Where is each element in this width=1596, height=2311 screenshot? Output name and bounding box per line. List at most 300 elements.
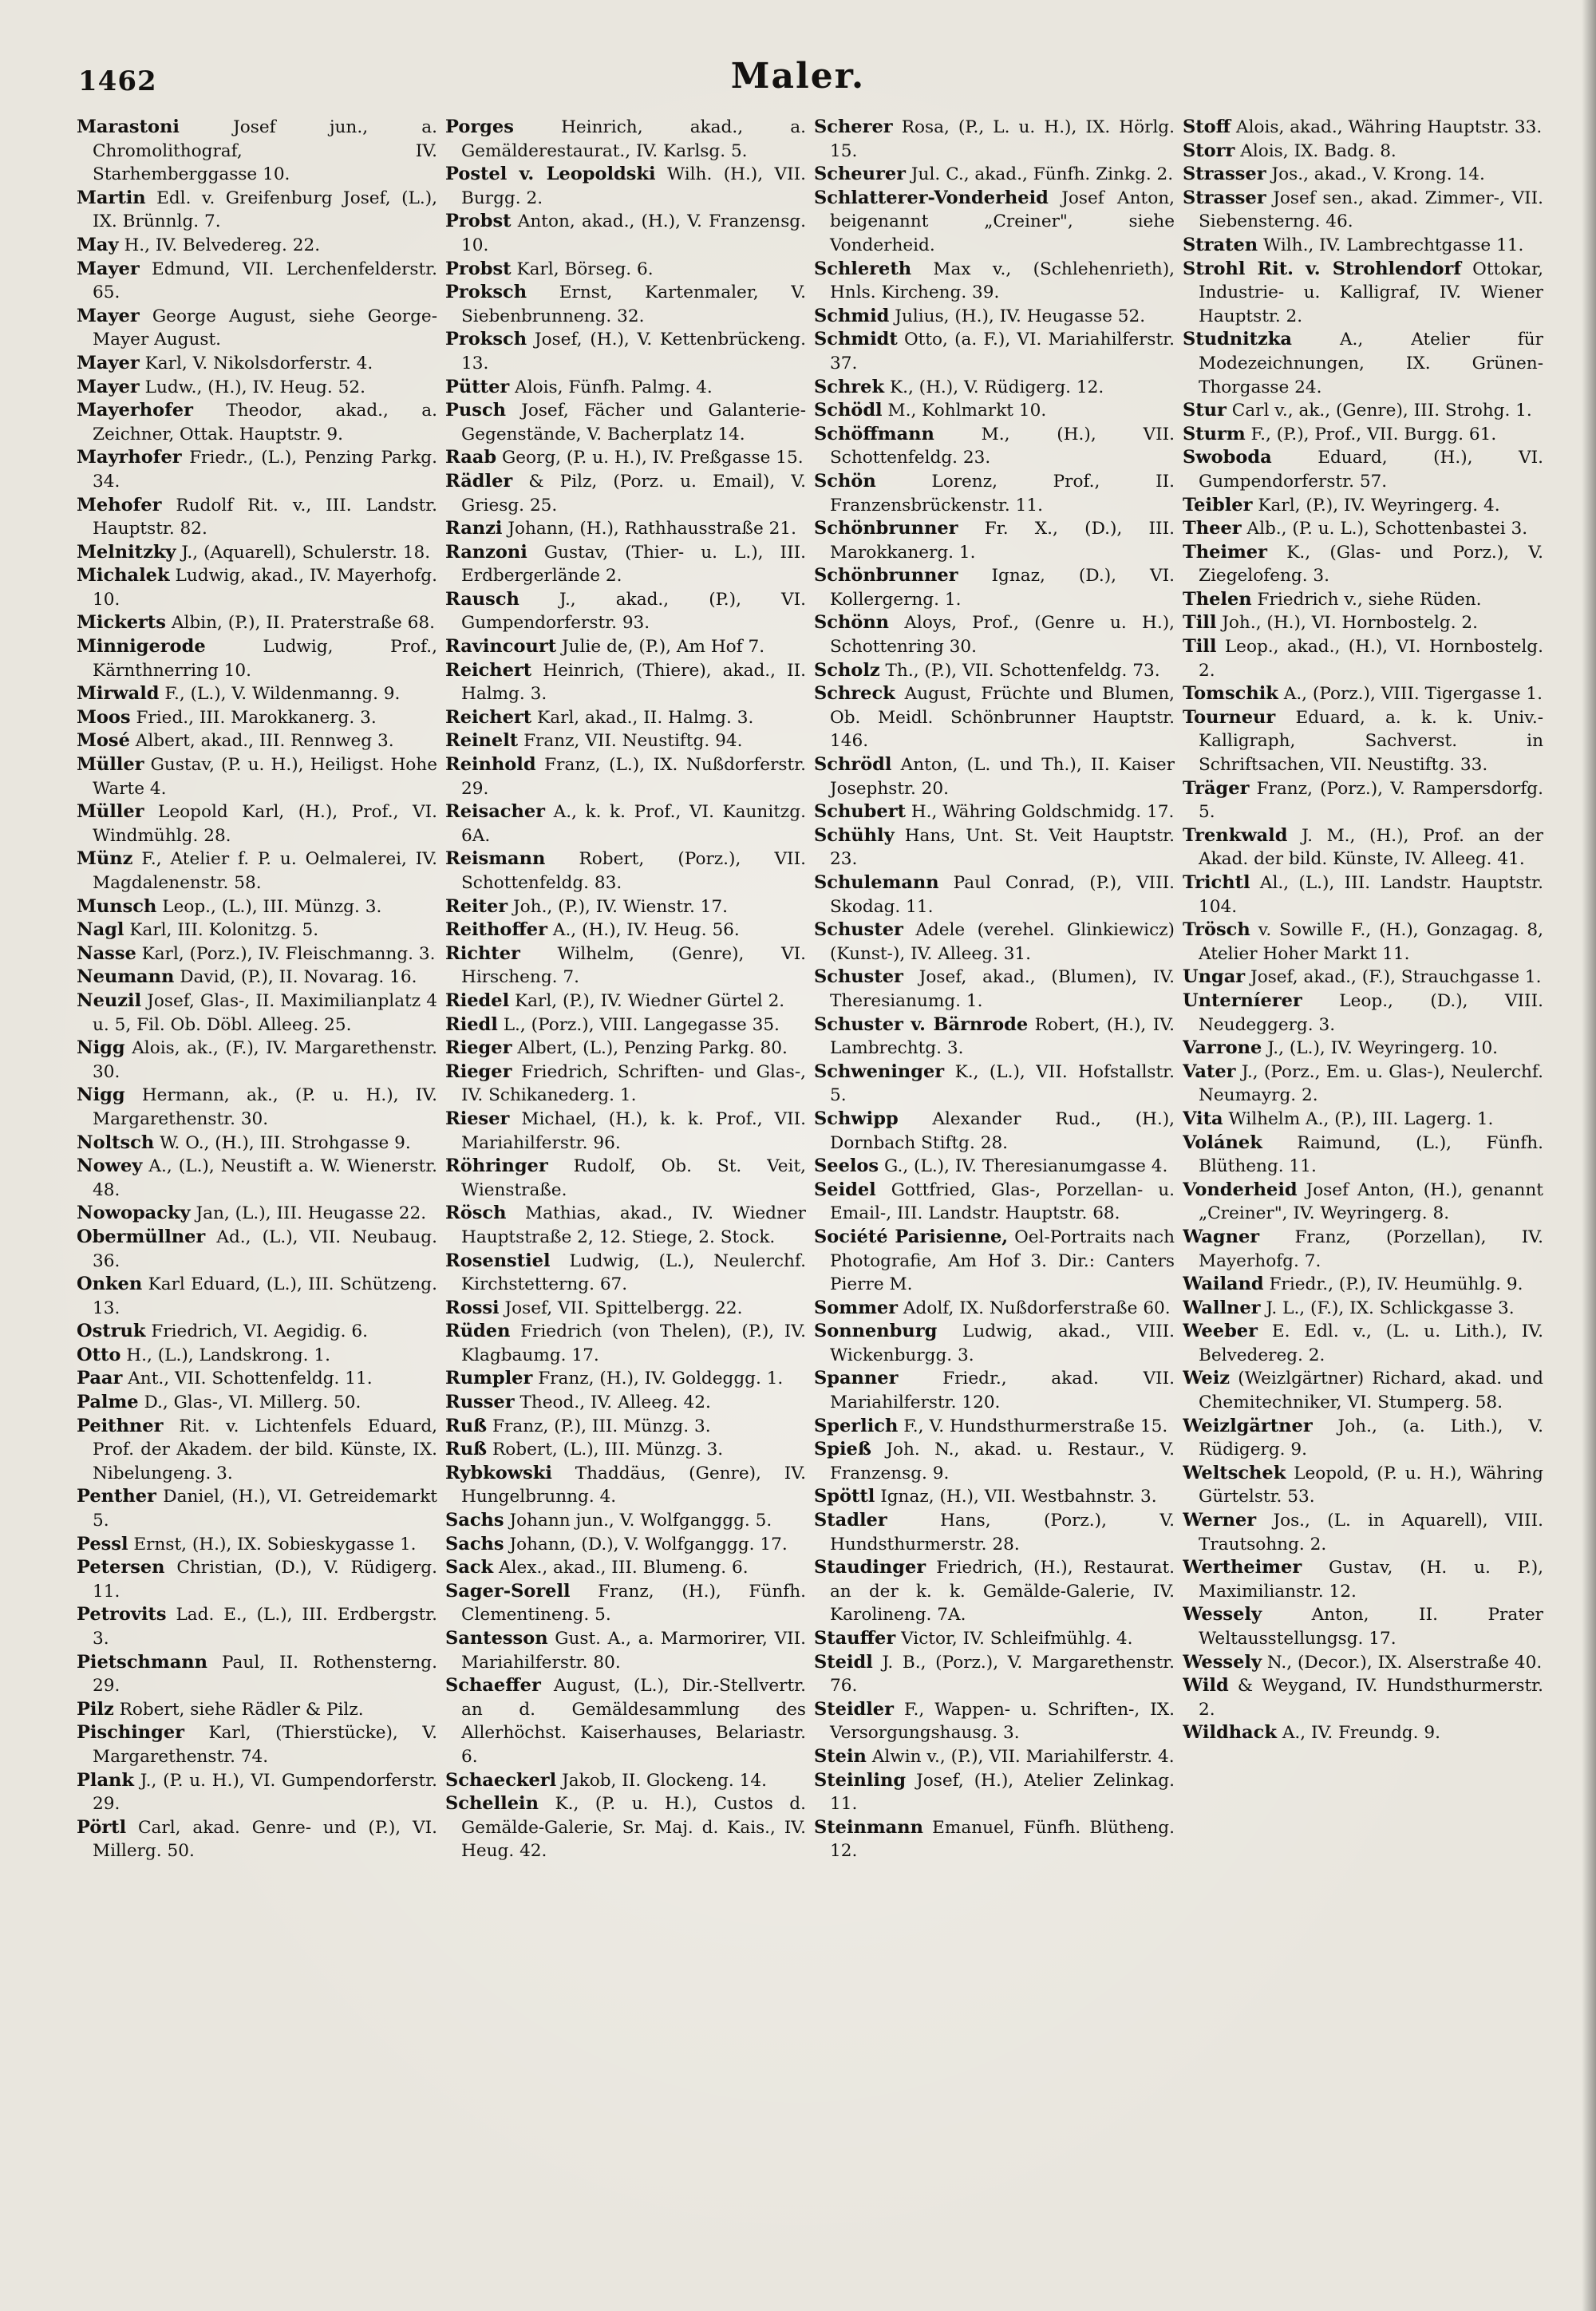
entry-details: Karl, III. Kolonitzg. 5. [129,920,319,941]
entry-details: A., IV. Freundg. 9. [1282,1723,1440,1744]
directory-entry [445,1627,806,1674]
directory-entry [445,1674,806,1768]
entry-details: J., (P. u. H.), VI. Gumpendorferstr. 29. [93,1770,437,1815]
entry-details: Rudolf, Ob. St. Veit, Wienstraße. [461,1156,806,1200]
entry-name: Proksch [445,282,527,303]
entry-name: Weeber [1183,1321,1258,1342]
entry-name: Wertheimer [1183,1557,1302,1578]
entry-name: Wallner [1183,1297,1261,1318]
directory-entry [1183,1061,1543,1108]
directory-entry [1183,1367,1543,1414]
entry-details: Josef, akad., (F.), Strauchgasse 1. [1250,967,1542,988]
entry-name: Schönbrunner [814,565,958,587]
entry-details: Lorenz, Prof., II. Franzensbrückenstr. 11. [830,471,1175,516]
entry-name: Riedel [445,990,510,1011]
directory-entry [814,1769,1175,1816]
entry-details: G., (L.), IV. Theresianumgasse 4. [883,1156,1168,1177]
directory-entry [77,305,437,352]
directory-entry [1183,635,1543,682]
entry-details: Edl. v. Greifenburg Josef, (L.), IX. Brünnlg. 7. [93,188,437,232]
entry-details: Ottokar, Industrie- u. Kalligraf, IV. Wiener Hauptstr. 2. [1199,259,1543,326]
entry-details: Gust. A., a. Marmorirer, VII. Mariahilferstr. 80. [461,1629,806,1673]
entry-name: Reiter [445,895,508,917]
entry-details: Lad. E., (L.), III. Erdbergstr. 3. [93,1605,437,1649]
directory-entry [814,1745,1175,1769]
directory-entry [77,187,437,234]
entry-name: Stur [1183,400,1227,421]
entry-name: Sachs [445,1533,504,1554]
directory-entry [77,376,437,400]
entry-name: Pusch [445,400,507,421]
entry-details: Albin, (P.), II. Praterstraße 68. [171,613,435,634]
directory-entry [445,399,806,446]
column-3 [814,116,1175,2270]
entry-details: Jos., akad., V. Krong. 14. [1271,164,1485,185]
entry-details: Al., (L.), III. Landstr. Hauptstr. 104. [1199,873,1543,917]
entry-name: Petersen [77,1557,165,1578]
directory-entry [1183,1462,1543,1509]
entry-details: Paul Conrad, (P.), VIII. Skodag. 11. [830,873,1175,917]
directory-entry [814,116,1175,163]
entry-details: Alois, Fünfh. Palmg. 4. [515,377,713,397]
directory-entry [445,1155,806,1202]
directory-entry [1183,1037,1543,1061]
entry-details: Anton, (L. und Th.), II. Kaiser Josephstr. 20. [830,755,1175,799]
entry-details: Ernst, Kartenmaler, V. Siebenbrunneng. 32. [461,282,806,326]
entry-name: Mehofer [77,494,162,516]
entry-details: Hans, (Porz.), V. Hundsthurmerstr. 28. [830,1511,1175,1554]
entry-name: Schwipp [814,1108,899,1129]
entry-name: Reithoffer [445,919,547,941]
entry-details: Karl, (P.), IV. Wiedner Gürtel 2. [515,990,785,1011]
entry-name: Röhringer [445,1156,548,1177]
directory-entry [77,1132,437,1156]
directory-entry [814,1556,1175,1627]
entry-details: J., (Porz., Em. u. Glas-), Neulerchf. Neumayrg. 2. [1199,1061,1543,1106]
entry-details: Joh., (a. Lith.), V. Rüdigerg. 9. [1199,1416,1543,1460]
entry-name: Probst [445,211,512,232]
entry-details: Jos., (L. in Aquarell), VIII. Trautsohng. 2. [1199,1511,1543,1554]
column-4 [1183,116,1543,2270]
entry-name: Onken [77,1274,143,1295]
entry-name: Vater [1183,1061,1236,1082]
entry-details: Gustav, (Thier- u. L.), III. Erdbergerlände 2. [461,542,806,587]
entry-details: A., (L.), Neustift a. W. Wienerstr. 48. [93,1156,437,1200]
entry-details: Georg, (P. u. H.), IV. Preßgasse 15. [501,448,804,468]
directory-entry [445,1462,806,1509]
entry-name: Rädler [445,470,513,492]
entry-name: Sonnenburg [814,1321,938,1342]
entry-name: May [77,234,119,255]
directory-entry [445,1792,806,1863]
directory-entry [1183,1674,1543,1721]
entry-name: Seidel [814,1179,876,1200]
directory-entry [1183,1108,1543,1132]
entry-details: Ant., VII. Schottenfeldg. 11. [128,1369,373,1389]
entry-name: Reichert [445,659,532,681]
entry-name: Noltsch [77,1132,155,1153]
directory-columns [77,116,1543,2270]
entry-name: Stadler [814,1510,887,1531]
entry-name: Schrödl [814,754,892,776]
entry-name: Ranzoni [445,541,527,563]
entry-details: F., Atelier f. P. u. Oelmalerei, IV. Magdalenenstr. 58. [93,849,437,893]
entry-details: D., Glas-, VI. Millerg. 50. [144,1393,361,1413]
entry-name: Vonderheid [1183,1179,1298,1200]
entry-details: Robert, siehe Rädler & Pilz. [119,1699,364,1720]
directory-entry [445,446,806,470]
entry-name: Rieger [445,1061,512,1082]
entry-details: F., (L.), V. Wildenmanng. 9. [164,684,401,705]
entry-details: Robert, (H.), IV. Lambrechtg. 3. [830,1014,1175,1059]
entry-name: Mayer [77,258,140,279]
entry-name: Weiz [1183,1368,1231,1389]
entry-details: Hermann, ak., (P. u. H.), IV. Margarethenstr. 30. [93,1085,437,1129]
entry-details: Albert, akad., III. Rennweg 3. [135,731,394,752]
entry-name: Schmidt [814,329,898,350]
running-head: Maler. [730,56,866,97]
entry-details: Friedr., akad. VII. Mariahilferstr. 120. [830,1369,1175,1413]
directory-entry [445,635,806,659]
directory-entry [77,1037,437,1084]
entry-name: Müller [77,801,144,823]
directory-entry [814,517,1175,564]
directory-entry [445,1580,806,1627]
entry-details: Karl Eduard, (L.), III. Schützeng. 13. [93,1274,437,1318]
entry-details: Emanuel, Fünfh. Blütheng. 12. [830,1817,1175,1862]
directory-entry [1183,777,1543,824]
entry-details: Th., (P.), VII. Schottenfeldg. 73. [885,660,1160,681]
entry-name: Pütter [445,376,510,397]
entry-details: Joh., (P.), IV. Wienstr. 17. [513,896,729,917]
entry-details: Aloys, Prof., (Genre u. H.), Schottenring 30. [830,613,1175,658]
directory-entry [77,895,437,919]
entry-details: Rosa, (P., L. u. H.), IX. Hörlg. 15. [830,117,1175,161]
entry-name: Melnitzky [77,541,176,563]
entry-details: Josef Anton, beigenannt „Creiner", siehe Vonderheid. [830,188,1175,255]
directory-entry [1183,611,1543,635]
entry-details: Josef jun., a. Chromolithograf, IV. Starhemberggasse 10. [93,117,437,185]
entry-name: Santesson [445,1628,548,1649]
column-1 [77,116,437,2270]
entry-details: Karl, V. Nikolsdorferstr. 4. [144,353,373,373]
directory-entry [1183,1651,1543,1675]
entry-name: Ravincourt [445,636,557,658]
entry-name: Société Parisienne, [814,1226,1009,1247]
entry-name: Münz [77,848,133,870]
directory-entry [1183,399,1543,423]
entry-details: Thaddäus, (Genre), IV. Hungelbrunng. 4. [461,1463,806,1507]
entry-name: Strasser [1183,187,1266,208]
entry-details: K., (L.), VII. Hofstallstr. 5. [830,1061,1175,1106]
entry-details: Anton, II. Prater Weltausstellungsg. 17. [1199,1605,1543,1649]
entry-details: Heinrich, akad., a. Gemälderestaurat., IV. Karlsg. 5. [461,117,806,161]
entry-details: Adolf, IX. Nußdorferstraße 60. [903,1298,1171,1318]
entry-details: Rudolf Rit. v., III. Landstr. Hauptstr. 82. [93,495,437,539]
directory-entry [814,1415,1175,1439]
entry-details: Alois, IX. Badg. 8. [1240,140,1396,161]
directory-entry [445,1769,806,1793]
entry-name: Tourneur [1183,706,1276,728]
entry-name: Schweninger [814,1061,945,1082]
entry-details: H., IV. Belvedereg. 22. [124,235,321,255]
entry-name: Straten [1183,234,1258,255]
entry-details: & Weygand, IV. Hundsthurmerstr. 2. [1199,1676,1543,1720]
entry-details: Leopold Karl, (H.), Prof., VI. Windmühlg. 28. [93,802,437,846]
directory-entry [814,1179,1175,1226]
entry-details: Alois, ak., (F.), IV. Margarethenstr. 30. [93,1038,437,1082]
entry-name: Schreck [814,683,895,705]
entry-details: A., Atelier für Modezeichnungen, IX. Grünen-Thorgasse 24. [1199,330,1543,397]
directory-entry [445,1013,806,1037]
entry-details: Gustav, (H. u. P.), Maximilianstr. 12. [1199,1558,1543,1602]
entry-name: Reichert [445,706,532,728]
entry-details: H., Währing Goldschmidg. 17. [911,802,1175,823]
directory-entry [445,1250,806,1297]
entry-details: Karl, (P.), IV. Weyringerg. 4. [1258,495,1500,516]
entry-name: Mayrhofer [77,447,182,468]
directory-entry [445,1415,806,1439]
directory-entry [445,281,806,328]
entry-details: E. Edl. v., (L. u. Lith.), IV. Belvedereg. 2. [1199,1321,1543,1365]
entry-name: Nagl [77,919,124,941]
entry-details: Alois, akad., Währing Hauptstr. 33. [1236,117,1543,137]
entry-name: Unterníerer [1183,990,1302,1011]
entry-name: Wildhack [1183,1722,1277,1744]
entry-details: Johann, (H.), Rathhausstraße 21. [508,519,796,539]
entry-name: Minnigerode [77,636,206,658]
entry-name: Pessl [77,1533,128,1554]
entry-name: Schönn [814,612,890,634]
directory-entry [1183,706,1543,777]
entry-details: Ignaz, (H.), VII. Westbahnstr. 3. [880,1487,1157,1507]
directory-entry [445,1320,806,1367]
directory-entry [445,258,806,282]
directory-entry [1183,234,1543,258]
directory-entry [1183,1509,1543,1556]
directory-entry [1183,163,1543,187]
entry-details: Leop., (L.), III. Münzg. 3. [162,896,382,917]
directory-entry [77,753,437,800]
entry-name: Schuster [814,966,903,988]
entry-name: Rösch [445,1203,507,1224]
directory-entry [814,1651,1175,1698]
entry-details: Ludwig, (L.), Neulerchf. Kirchstetterng. 67. [461,1250,806,1295]
entry-details: Robert, (L.), III. Münzg. 3. [492,1440,724,1460]
entry-details: Joh. N., akad. u. Restaur., V. Franzensg. 9. [830,1440,1175,1483]
directory-entry [77,1320,437,1344]
directory-entry [445,729,806,753]
entry-name: Marastoni [77,117,180,137]
entry-details: Wilhelm, (Genre), VI. Hirscheng. 7. [461,943,806,988]
entry-details: Josef, VII. Spittelbergg. 22. [504,1298,743,1318]
entry-details: Leop., akad., (H.), VI. Hornbostelg. 2. [1199,637,1543,681]
entry-name: Rossi [445,1297,500,1318]
page-number: 1462 [78,65,157,97]
entry-details: N., (Decor.), IX. Alserstraße 40. [1266,1652,1543,1673]
entry-details: David, (P.), II. Novarag. 16. [180,967,417,988]
directory-entry [1183,1297,1543,1321]
entry-details: Johann, (D.), V. Wolfganggg. 17. [509,1534,788,1554]
directory-entry [814,1698,1175,1745]
entry-details: Michael, (H.), k. k. Prof., VII. Mariahilferstr. 96. [461,1108,806,1153]
directory-entry [445,800,806,847]
entry-name: Palme [77,1392,139,1413]
directory-entry [814,470,1175,517]
directory-entry [1183,1132,1543,1179]
entry-name: Tomschik [1183,683,1278,705]
directory-entry [1183,541,1543,588]
directory-entry [1183,1320,1543,1367]
directory-entry [814,1320,1175,1367]
directory-entry [77,706,437,730]
entry-name: Sack [445,1557,494,1578]
directory-entry [77,682,437,706]
entry-details: Franz, (L.), IX. Nußdorferstr. 29. [461,755,806,799]
entry-name: Schaeffer [445,1675,541,1697]
entry-name: Trenkwald [1183,824,1288,846]
entry-details: Eduard, a. k. k. Univ.-Kalligraph, Sachverst. in Schriftsachen, VII. Neustiftg. 33. [1199,707,1543,776]
entry-name: Schaeckerl [445,1769,557,1791]
directory-entry [814,682,1175,753]
entry-name: Schühly [814,824,895,846]
entry-name: Mosé [77,730,130,752]
directory-entry [77,446,437,493]
entry-name: Rumpler [445,1368,533,1389]
entry-details: Josef, (H.), V. Kettenbrückeng. 13. [461,330,806,373]
directory-entry [445,1533,806,1557]
directory-entry [77,1651,437,1698]
entry-name: Neuzil [77,990,142,1011]
entry-details: Mathias, akad., IV. Wiedner Hauptstraße 2, 12. Stiege, 2. Stock. [461,1203,806,1247]
entry-details: Josef, Glas-, II. Maximilianplatz 4 u. 5, Fil. Ob. Döbl. Alleeg. 25. [93,990,437,1035]
entry-details: Edmund, VII. Lerchenfelderstr. 65. [93,259,437,303]
directory-entry [1183,918,1543,966]
directory-entry [77,1816,437,1863]
entry-details: Josef, (H.), Atelier Zelinkag. 11. [830,1770,1175,1815]
entry-name: Mayer [77,376,140,397]
directory-entry [1183,1226,1543,1273]
entry-details: Jul. C., akad., Fünfh. Zinkg. 2. [911,164,1174,185]
directory-entry [1183,446,1543,493]
entry-details: Carl, akad. Genre- und (P.), VI. Millerg. 50. [93,1817,437,1862]
entry-name: Proksch [445,329,527,350]
directory-entry [445,376,806,400]
entry-details: W. O., (H.), III. Strohgasse 9. [160,1132,411,1153]
entry-details: Leop., (D.), VIII. Neudeggerg. 3. [1199,990,1543,1035]
directory-entry [814,258,1175,305]
entry-name: Schubert [814,801,906,823]
entry-details: Ludwig, Prof., Kärnthnerring 10. [93,637,437,681]
directory-entry [445,706,806,730]
directory-entry [77,800,437,847]
entry-name: Plank [77,1769,134,1791]
entry-details: Alex., akad., III. Blumeng. 6. [499,1558,749,1578]
entry-details: Daniel, (H.), VI. Getreidemarkt 5. [93,1487,437,1531]
entry-details: Franz, (Porzellan), IV. Mayerhofg. 7. [1199,1227,1543,1271]
entry-name: Scheurer [814,164,907,185]
directory-entry [1183,494,1543,518]
entry-name: Schulemann [814,872,939,893]
entry-details: Friedrich, VI. Aegidig. 6. [151,1321,368,1342]
entry-name: Stoff [1183,117,1231,137]
entry-name: Stauffer [814,1628,896,1649]
entry-details: J., (L.), IV. Weyringerg. 10. [1267,1038,1499,1059]
entry-details: A., (H.), IV. Heug. 56. [552,920,740,941]
directory-entry [814,1155,1175,1179]
entry-name: Schuster [814,919,903,941]
directory-entry [77,1485,437,1532]
directory-entry [814,1509,1175,1556]
entry-name: Spöttl [814,1486,875,1507]
directory-entry [445,1367,806,1391]
directory-entry [445,210,806,257]
entry-name: Wessely [1183,1604,1262,1626]
directory-entry [77,1769,437,1816]
entry-name: Scherer [814,117,893,137]
entry-name: Schönbrunner [814,518,958,539]
entry-name: Staudinger [814,1557,926,1578]
entry-details: Hans, Unt. St. Veit Hauptstr. 23. [830,825,1175,870]
entry-details: Franz, VII. Neustiftg. 94. [523,731,743,752]
directory-entry [445,990,806,1013]
directory-entry [814,328,1175,375]
entry-name: Nowopacky [77,1203,191,1224]
directory-entry [77,541,437,565]
directory-entry [77,399,437,446]
directory-entry [77,990,437,1037]
directory-entry [445,1108,806,1155]
entry-details: v. Sowille F., (H.), Gonzagag. 8, Atelier Hoher Markt 11. [1199,920,1543,964]
entry-details: Wilh., IV. Lambrechtgasse 11. [1263,235,1524,255]
entry-details: J., (Aquarell), Schulerstr. 18. [181,542,431,563]
entry-details: F., V. Hundsthurmerstraße 15. [903,1416,1168,1436]
entry-name: Schmid [814,305,890,326]
entry-details: Karl, akad., II. Halmg. 3. [537,707,754,728]
entry-name: Nigg [77,1037,125,1059]
entry-details: Friedrich v., siehe Rüden. [1257,589,1482,610]
entry-name: Schuster v. Bärnrode [814,1013,1029,1035]
entry-details: K., (Glas- und Porz.), V. Ziegelofeng. 3. [1199,542,1543,587]
page-edge-shadow [1582,0,1596,2311]
entry-name: Martin [77,187,146,208]
entry-details: Johann jun., V. Wolfganggg. 5. [509,1511,772,1531]
entry-details: Rit. v. Lichtenfels Eduard, Prof. der Akadem. der bild. Künste, IX. Nibelungeng. 3. [93,1416,437,1483]
entry-name: Mayer [77,305,140,326]
entry-name: Porges [445,117,514,137]
entry-details: L., (Porz.), VIII. Langegasse 35. [503,1014,780,1035]
directory-entry [77,847,437,895]
entry-name: Raab [445,447,497,468]
entry-details: Paul, II. Rothensterng. 29. [93,1652,437,1697]
directory-entry [1183,187,1543,234]
directory-entry [77,1698,437,1722]
directory-entry [77,258,437,305]
directory-entry [445,541,806,588]
directory-entry [814,163,1175,187]
directory-entry [445,659,806,706]
entry-details: Victor, IV. Schleifmühlg. 4. [901,1629,1133,1649]
entry-name: Reisacher [445,801,546,823]
directory-entry [77,564,437,611]
entry-details: Fried., III. Marokkanerg. 3. [136,707,377,728]
entry-details: Gottfried, Glas-, Porzellan- u. Email-, III. Landstr. Hauptstr. 68. [830,1179,1175,1224]
directory-entry [77,611,437,635]
directory-entry [1183,517,1543,541]
directory-entry [1183,1179,1543,1226]
entry-name: Nigg [77,1084,125,1106]
entry-details: Karl, (Thierstücke), V. Margarethenstr. 74. [93,1723,437,1767]
